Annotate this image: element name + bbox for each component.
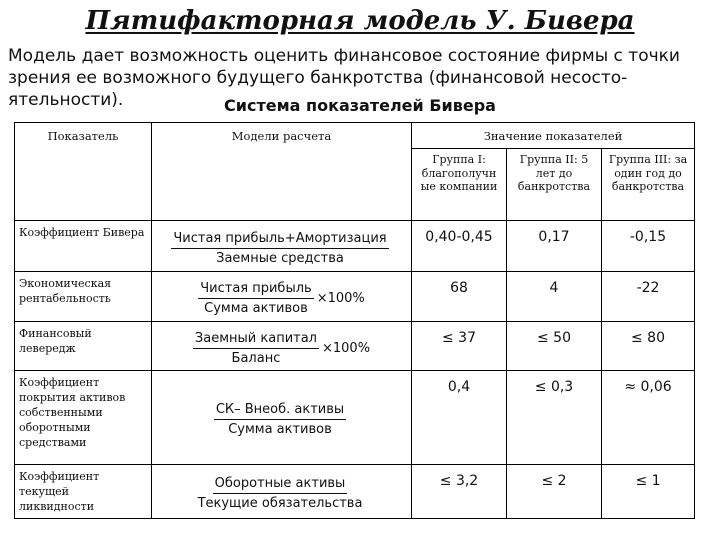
value-group-1: 0,4 xyxy=(412,371,507,465)
value-group-1: ≤ 37 xyxy=(412,322,507,371)
formula xyxy=(152,371,412,465)
row-name: Коэффициент Бивера xyxy=(15,221,152,272)
value-group-1: 0,40-0,45 xyxy=(412,221,507,272)
formula-numerator: Оборотные активы xyxy=(213,476,348,494)
value-group-1: 68 xyxy=(412,272,507,322)
formula xyxy=(152,465,412,519)
table-row xyxy=(15,221,695,272)
header-group-2: Группа II: 5 лет до банкротства xyxy=(507,149,602,221)
formula-denominator: Заемные средства xyxy=(216,250,344,266)
formula-denominator: Баланс xyxy=(231,350,281,366)
formula-denominator: Сумма активов xyxy=(228,422,332,437)
value-group-3: ≤ 80 xyxy=(602,322,695,371)
row-name: Коэффициент текущей ликвидности xyxy=(15,465,152,519)
formula-multiplier: ×100% xyxy=(316,291,365,306)
formula-denominator: Сумма активов xyxy=(204,301,308,316)
table-title: Система показателей Бивера xyxy=(224,96,496,115)
formula-multiplier: ×100% xyxy=(322,340,371,356)
row-name: Экономическая рентабельность xyxy=(15,272,152,322)
value-group-2: 0,17 xyxy=(507,221,602,272)
table-row xyxy=(15,371,695,465)
header-indicator: Показатель xyxy=(15,123,152,221)
row-name: Финансовый левередж xyxy=(15,322,152,371)
formula-numerator: Чистая прибыль+Амортизация xyxy=(171,231,388,249)
formula xyxy=(152,272,412,322)
formula-numerator: СК– Внеоб. активы xyxy=(214,402,346,420)
header-value: Значение показателей xyxy=(412,123,695,149)
value-group-1: ≤ 3,2 xyxy=(412,465,507,519)
value-group-3: -0,15 xyxy=(602,221,695,272)
formula xyxy=(152,322,412,371)
value-group-2: ≤ 2 xyxy=(507,465,602,519)
value-group-2: ≤ 50 xyxy=(507,322,602,371)
table-row xyxy=(15,322,695,371)
header-group-3: Группа III: за один год до банкротства xyxy=(602,149,695,221)
beaver-table xyxy=(14,122,695,519)
value-group-3: ≈ 0,06 xyxy=(602,371,695,465)
formula-numerator: Чистая прибыль xyxy=(198,281,313,299)
header-model: Модели расчета xyxy=(152,123,412,221)
formula-numerator: Заемный капитал xyxy=(193,331,319,349)
header-group-1: Группа I: благополучн ые компании xyxy=(412,149,507,221)
value-group-2: ≤ 0,3 xyxy=(507,371,602,465)
table-row xyxy=(15,465,695,519)
formula-denominator: Текущие обязательства xyxy=(197,496,363,511)
page-title: Пятифакторная модель У. Бивера xyxy=(85,6,635,36)
table-row xyxy=(15,272,695,322)
value-group-2: 4 xyxy=(507,272,602,322)
formula xyxy=(152,221,412,272)
value-group-3: -22 xyxy=(602,272,695,322)
intro-text: Модель дает возможность оценить финансовое состояние фирмы с точки зрения ее возможного будущего банкротства (финансовой несосто-ятельности). xyxy=(8,46,680,110)
row-name: Коэффициент покрытия активов собственными оборотными средствами xyxy=(15,371,152,465)
value-group-3: ≤ 1 xyxy=(602,465,695,519)
